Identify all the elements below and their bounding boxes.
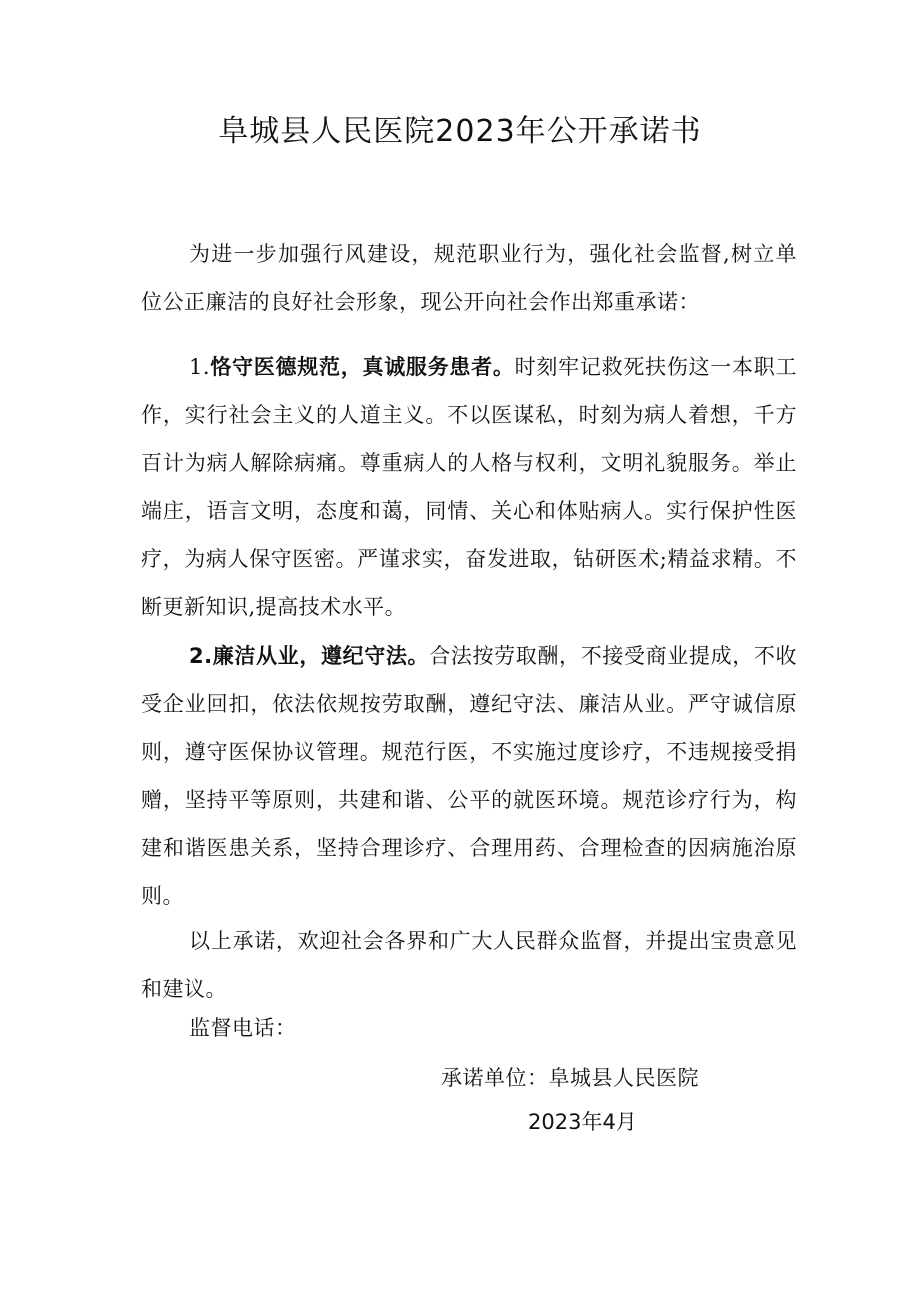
item-1-heading: 恪守医德规范，真诚服务患者。	[210, 355, 515, 379]
item-1-number: 1.	[189, 355, 211, 379]
supervision-phone-label: 监督电话：	[189, 1016, 297, 1040]
signature-line: 承诺单位：阜城县人民医院	[441, 1066, 699, 1090]
commitment-item-2	[141, 632, 797, 920]
item-1-text: 时刻牢记救死扶伤这一本职工作，实行社会主义的人道主义。不以医谋私，时刻为病人着想，千方百计为病人解除病痛。尊重病人的人格与权利，文明礼貌服务。举止端庄，语言文明，态度和蔼，同情、关心和体贴病人。实行保护性医疗，为病人保守医密。严谨求实，奋发进取，钻研医术;精益求精。不断更新知识,提高技术水平。	[141, 355, 798, 619]
intro-paragraph: 为进一步加强行风建设，规范职业行为，强化社会监督,树立单位公正廉洁的良好社会形象，现公开向社会作出郑重承诺：	[141, 242, 797, 314]
commitment-item-1	[141, 343, 797, 631]
document-title: 阜城县人民医院2023年公开承诺书	[218, 114, 702, 149]
item-2-text: 合法按劳取酬，不接受商业提成，不收受企业回扣，依法依规按劳取酬，遵纪守法、廉洁从业。严守诚信原则，遵守医保协议管理。规范行医，不实施过度诊疗，不违规接受捐赠，坚持平等原则，共建和谐、公平的就医环境。规范诊疗行为，构建和谐医患关系，坚持合理诊疗、合理用药、合理检查的因病施治原则。	[141, 644, 798, 908]
item-2-number: 2.	[189, 644, 213, 668]
document-date: 2023年4月	[528, 1110, 637, 1134]
item-2-heading: 廉洁从业，遵纪守法。	[212, 644, 430, 668]
closing-paragraph: 以上承诺，欢迎社会各界和广大人民群众监督，并提出宝贵意见和建议。	[141, 929, 797, 1001]
